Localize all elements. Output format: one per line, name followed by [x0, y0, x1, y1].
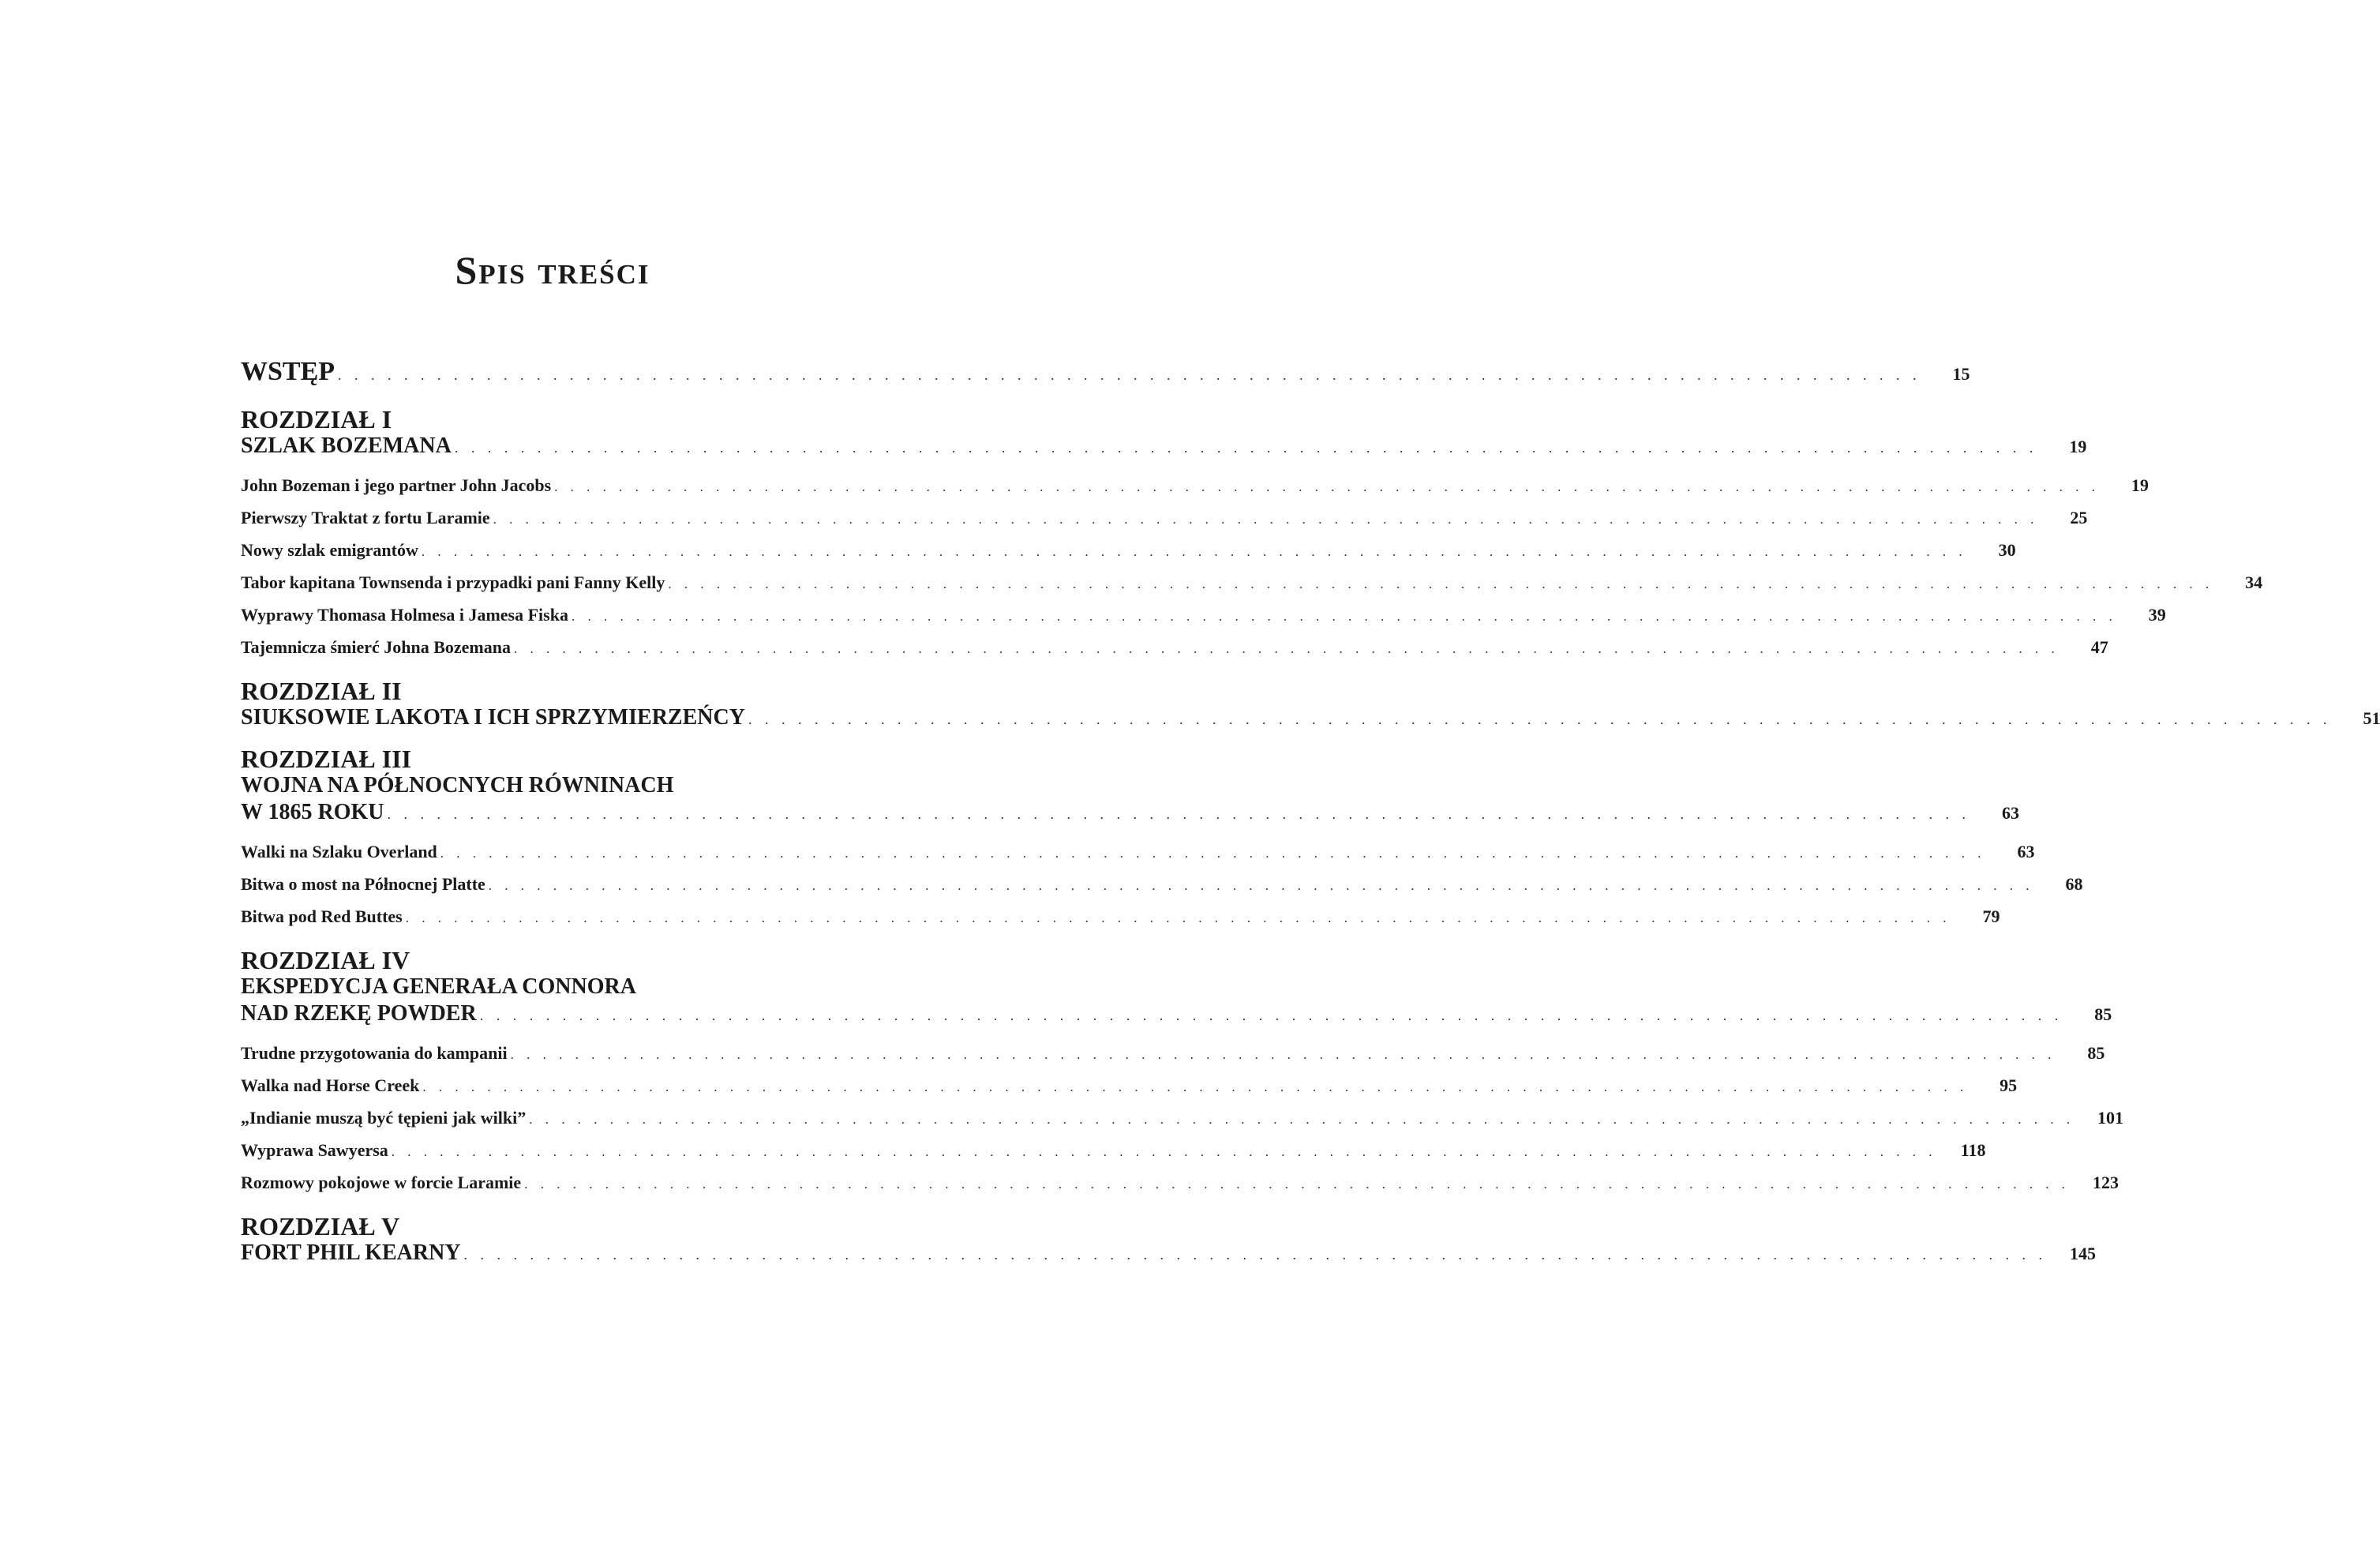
toc-page-number: 85 — [2094, 1004, 2112, 1024]
toc-entry-title: FORT PHIL KEARNY — [241, 1240, 461, 1265]
toc-section-entry[interactable] — [241, 469, 2149, 501]
dot-leader: . . . . . . . . . . . . . . . . . . . . . . . . . . . . . . . . . . . . . . . . . . . . . . . . . . . . . . . . . . . . . . . . . . . . . . . . . . . . . . . . . . . . . . . . . . . . . . . . — [405, 910, 1951, 925]
toc-page-number: 123 — [2092, 1173, 2119, 1192]
toc-section-entry[interactable] — [241, 868, 2083, 900]
toc-entry-title: Pierwszy Traktat z fortu Laramie — [241, 508, 490, 527]
chapter-list — [241, 405, 2380, 1267]
chapter-heading: ROZDZIAŁ II — [241, 677, 402, 705]
dot-leader: . . . . . . . . . . . . . . . . . . . . . . . . . . . . . . . . . . . . . . . . . . . . . . . . . . . . . . . . . . . . . . . . . . . . . . . . . . . . . . . . . . . . . . . . . . . . . . . . — [440, 846, 1986, 861]
toc-page-number: 63 — [2017, 842, 2035, 861]
toc-entry-title: NAD RZEKĘ POWDER — [241, 1001, 477, 1026]
dot-leader: . . . . . . . . . . . . . . . . . . . . . . . . . . . . . . . . . . . . . . . . . . . . . . . . . . . . . . . . . . . . . . . . . . . . . . . . . . . . . . . . . . . . . . . . . . . . . . . . — [510, 1047, 2056, 1062]
dot-leader: . . . . . . . . . . . . . . . . . . . . . . . . . . . . . . . . . . . . . . . . . . . . . . . . . . . . . . . . . . . . . . . . . . . . . . . . . . . . . . . . . . . . . . . . . . . . . . . . — [454, 440, 2038, 456]
toc-chapter — [241, 745, 2083, 933]
toc-entry-title: Tabor kapitana Townsenda i przypadki pani Fanny Kelly — [241, 572, 665, 592]
toc-entry-title: Bitwa pod Red Buttes — [241, 906, 403, 926]
toc-entry-title: SZLAK BOZEMANA — [241, 433, 452, 458]
table-of-contents — [241, 352, 2380, 1267]
section-list — [241, 835, 2083, 933]
toc-entry-title: Walka nad Horse Creek — [241, 1075, 420, 1095]
toc-entry-title: Wyprawy Thomasa Holmesa i Jamesa Fiska — [241, 605, 568, 625]
toc-entry-title: WSTĘP — [241, 357, 335, 386]
dot-leader: . . . . . . . . . . . . . . . . . . . . . . . . . . . . . . . . . . . . . . . . . . . . . . . . . . . . . . . . . . . . . . . . . . . . . . . . . . . . . . . . . . . . . . . . . . . . . . . . — [554, 479, 2100, 494]
toc-section-entry[interactable] — [241, 835, 2035, 868]
toc-entry-title: Wyprawa Sawyersa — [241, 1140, 388, 1160]
chapter-heading: ROZDZIAŁ IV — [241, 946, 410, 974]
toc-section-entry[interactable] — [241, 1134, 1986, 1166]
toc-section-entry[interactable] — [241, 1102, 2123, 1134]
toc-section-entry[interactable] — [241, 1069, 2018, 1102]
chapter-heading: ROZDZIAŁ V — [241, 1212, 400, 1240]
chapter-heading: ROZDZIAŁ I — [241, 405, 392, 433]
section-list — [241, 1037, 2123, 1199]
dot-leader: . . . . . . . . . . . . . . . . . . . . . . . . . . . . . . . . . . . . . . . . . . . . . . . . . . . . . . . . . . . . . . . . . . . . . . . . . . . . . . . . . . . . . . . . . . . . . . . . — [748, 711, 2332, 727]
toc-entry-title: Nowy szlak emigrantów — [241, 540, 418, 560]
toc-entry-title: Trudne przygotowania do kampanii — [241, 1043, 508, 1063]
dot-leader: . . . . . . . . . . . . . . . . . . . . . . . . . . . . . . . . . . . . . . . . . . . . . . . . . . . . . . . . . . . . . . . . . . . . . . . . . . . . . . . . . . . . . . . . . . . . . . . . — [479, 1008, 2063, 1023]
toc-page-number: 25 — [2070, 508, 2088, 527]
toc-entry-title: Tajemnicza śmierć Johna Bozemana — [241, 637, 511, 657]
chapter-title-entry[interactable] — [241, 704, 2380, 731]
toc-page-number: 34 — [2245, 572, 2263, 592]
toc-page-number: 79 — [1982, 906, 2000, 926]
chapter-title-entry[interactable] — [241, 1240, 2097, 1267]
toc-page-number: 145 — [2070, 1244, 2097, 1263]
toc-section-entry[interactable] — [241, 599, 2166, 631]
toc-page-number: 19 — [2069, 437, 2087, 456]
dot-leader: . . . . . . . . . . . . . . . . . . . . . . . . . . . . . . . . . . . . . . . . . . . . . . . . . . . . . . . . . . . . . . . . . . . . . . . . . . . . . . . . . . . . . . . . . . . . . . . . — [391, 1144, 1937, 1159]
dot-leader: . . . . . . . . . . . . . . . . . . . . . . . . . . . . . . . . . . . . . . . . . . . . . . . . . . . . . . . . . . . . . . . . . . . . . . . . . . . . . . . . . . . . . . . . . . . . . . . . — [421, 544, 1967, 559]
chapter-title-entry[interactable] — [241, 799, 2019, 826]
toc-page-number: 68 — [2065, 874, 2083, 894]
toc-entry-title: „Indianie muszą być tępieni jak wilki” — [241, 1108, 527, 1128]
chapter-title-entry[interactable] — [241, 1000, 2112, 1027]
toc-page-number: 30 — [1998, 540, 2016, 560]
toc-page-number: 101 — [2097, 1108, 2123, 1128]
toc-entry-title: Rozmowy pokojowe w forcie Laramie — [241, 1173, 522, 1192]
toc-page-number: 85 — [2087, 1043, 2105, 1063]
toc-section-entry[interactable] — [241, 1037, 2105, 1069]
chapter-title-line: EKSPEDYCJA GENERAŁA CONNORA — [241, 974, 636, 999]
toc-section-entry[interactable] — [241, 566, 2263, 599]
dot-leader: . . . . . . . . . . . . . . . . . . . . . . . . . . . . . . . . . . . . . . . . . . . . . . . . . . . . . . . . . . . . . . . . . . . . . . . . . . . . . . . . . . . . . . . . . . . . . . . . — [387, 806, 1970, 822]
dot-leader: . . . . . . . . . . . . . . . . . . . . . . . . . . . . . . . . . . . . . . . . . . . . . . . . . . . . . . . . . . . . . . . . . . . . . . . . . . . . . . . . . . . . . . . . . . . . . . . . — [513, 641, 2060, 656]
dot-leader: . . . . . . . . . . . . . . . . . . . . . . . . . . . . . . . . . . . . . . . . . . . . . . . . . . . . . . . . . . . . . . . . . . . . . . . . . . . . . . . . . . . . . . . . . . . . . . . . — [571, 609, 2117, 624]
dot-leader: . . . . . . . . . . . . . . . . . . . . . . . . . . . . . . . . . . . . . . . . . . . . . . . . . . . . . . . . . . . . . . . . . . . . . . . . . . . . . . . . . . . . . . . . . . . . . . . . — [488, 878, 2034, 893]
toc-page-number: 95 — [2000, 1075, 2018, 1095]
toc-entry-title: Bitwa o most na Północnej Platte — [241, 874, 485, 894]
section-list — [241, 469, 2263, 663]
toc-page-number: 47 — [2090, 637, 2108, 657]
toc-page-number: 63 — [2002, 803, 2019, 823]
chapter-title-line: WOJNA NA PÓŁNOCNYCH RÓWNINACH — [241, 773, 674, 798]
dot-leader: . . . . . . . . . . . . . . . . . . . . . . . . . . . . . . . . . . . . . . . . . . . . . . . . . . . . . . . . . . . . . . . . . . . . . . . . . . . . . . . . . . . . . . . . . . . . . . . . — [493, 512, 2039, 527]
toc-intro-entry[interactable] — [241, 352, 1970, 392]
dot-leader: . . . . . . . . . . . . . . . . . . . . . . . . . . . . . . . . . . . . . . . . . . . . . . . . . . . . . . . . . . . . . . . . . . . . . . . . . . . . . . . . . . . . . . . . . . . . . . . . — [463, 1247, 2048, 1263]
toc-section-entry[interactable] — [241, 534, 2016, 566]
toc-entry-title: John Bozeman i jego partner John Jacobs — [241, 475, 552, 495]
dot-leader: . . . . . . . . . . . . . . . . . . . . . . . . . . . . . . . . . . . . . . . . . . . . . . . . . . . . . . . . . . . . . . . . . . . . . . . . . . . . . . . . . . . . . . . . . . . . . . . . — [338, 367, 1921, 383]
toc-entry-title: SIUKSOWIE LAKOTA I ICH SPRZYMIERZEŃCY — [241, 705, 745, 730]
dot-leader: . . . . . . . . . . . . . . . . . . . . . . . . . . . . . . . . . . . . . . . . . . . . . . . . . . . . . . . . . . . . . . . . . . . . . . . . . . . . . . . . . . . . . . . . . . . . . . . . — [529, 1112, 2075, 1127]
toc-entry-title: W 1865 ROKU — [241, 800, 384, 824]
toc-page-number: 118 — [1960, 1140, 1986, 1160]
toc-entry-title: Walki na Szlaku Overland — [241, 842, 437, 861]
toc-page-number: 39 — [2148, 605, 2166, 625]
toc-chapter — [241, 1212, 2097, 1267]
dot-leader: . . . . . . . . . . . . . . . . . . . . . . . . . . . . . . . . . . . . . . . . . . . . . . . . . . . . . . . . . . . . . . . . . . . . . . . . . . . . . . . . . . . . . . . . . . . . . . . . — [668, 576, 2214, 591]
toc-section-entry[interactable] — [241, 631, 2108, 663]
toc-chapter — [241, 405, 2263, 663]
toc-page-number: 15 — [1952, 364, 1970, 384]
chapter-title-entry[interactable] — [241, 433, 2087, 460]
toc-chapter — [241, 677, 2380, 731]
chapter-heading: ROZDZIAŁ III — [241, 745, 412, 773]
dot-leader: . . . . . . . . . . . . . . . . . . . . . . . . . . . . . . . . . . . . . . . . . . . . . . . . . . . . . . . . . . . . . . . . . . . . . . . . . . . . . . . . . . . . . . . . . . . . . . . . — [524, 1177, 2070, 1192]
toc-section-entry[interactable] — [241, 501, 2088, 534]
page-title: Spis treści — [455, 248, 650, 292]
toc-page-number: 51 — [2363, 708, 2380, 728]
dot-leader: . . . . . . . . . . . . . . . . . . . . . . . . . . . . . . . . . . . . . . . . . . . . . . . . . . . . . . . . . . . . . . . . . . . . . . . . . . . . . . . . . . . . . . . . . . . . . . . . — [422, 1079, 1969, 1094]
toc-section-entry[interactable] — [241, 1166, 2119, 1199]
toc-section-entry[interactable] — [241, 900, 2000, 933]
toc-chapter — [241, 946, 2123, 1199]
toc-page-number: 19 — [2131, 475, 2149, 495]
